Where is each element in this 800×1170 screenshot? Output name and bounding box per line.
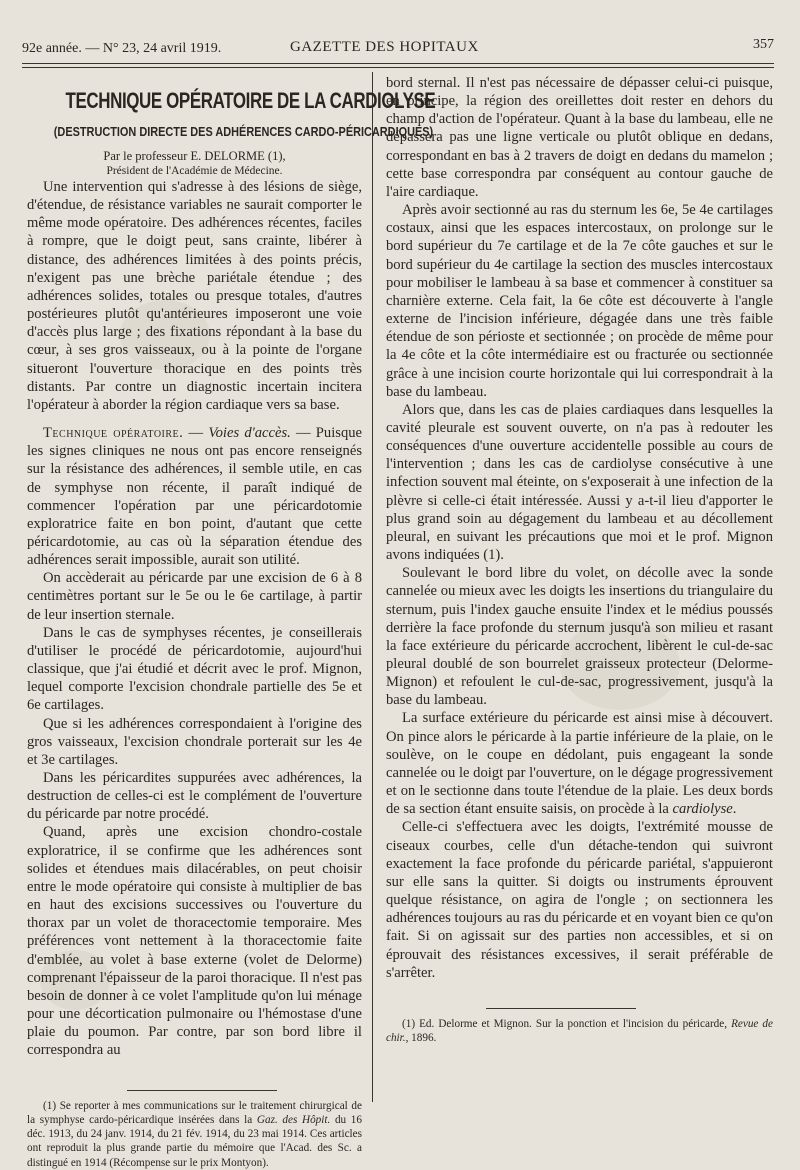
left-column (27, 80, 436, 1170)
issue-info: 92e année. — N° 23, 24 avril 1919. (22, 41, 222, 56)
paragraph: Alors que, dans les cas de plaies cardiaques dans lesquelles la cavité pleurale est souvent ouverte, on n'a pas à redouter les conséquences d'une ouverture accidentelle possible au cours de l'intervention ; dans les cas de cardiolyse consécutive à une infection souvent mal éteinte, on s'exposerait à une infection de la plèvre si celle-ci était intéressée. Aussi y a-t-il lieu d'apporter le plus grand soin au dégagement du lambeau et au décollement pleural, en suivant les précautions que moi et le prof. Mignon avons indiquées (1). (386, 401, 773, 564)
paragraph: bord sternal. Il n'est pas nécessaire de dépasser celui-ci puisque, en principe, la région des oreillettes doit rester en dehors du champ d'action de l'opérateur. Quant à la base du lambeau, elle ne dépassera pas une ligne verticale ou plutôt oblique en dedans, correspondant en bas à 2 travers de doigt en dedans du mamelon ; cette base correspondra par conséquent au contour gauche de l'aire cardiaque. (386, 75, 773, 200)
paragraph: La surface extérieure du péricarde est ainsi mise à découvert. On pince alors le péricarde à la partie inférieure de la plaie, on le soulève, on le coupe en dédolant, puis engageant la sonde cannelée ou le doigt par l'ouverture, on le dégage progressivement et on le sectionne dans toute l'étendue de la plaie. Les deux bords de sa section étant ensuite saisis, on procède à la cardiolyse. (386, 710, 773, 818)
paragraph: Soulevant le bord libre du volet, on décolle avec la sonde cannelée ou mieux avec les doigts les insertions du triangulaire du sternum, puis l'index gauche ensuite l'index et le médius poussés derrière la face profonde du sternum jusqu'à son milieu et rasant la face extérieure du péricarde accrochent, libèrent le cul-de-sac pleural doublé de son bourrelet graisseux protecteur (Delorme-Mignon) et refoulent le cul-de-sac, progressivement, jusqu'à la base du lambeau. (386, 565, 773, 709)
footnote-rule (127, 1090, 277, 1091)
paragraph: Dans les péricardites suppurées avec adhérences, la destruction de celles-ci est le complément de l'ouverture du péricarde par notre procédé. (27, 770, 362, 823)
section-heading: Technique opératoire. (43, 425, 184, 442)
article-title: TECHNIQUE OPÉRATOIRE DE LA CARDIOLYSE (65, 88, 436, 113)
paragraph: Une intervention qui s'adresse à des lésions de siège, d'étendue, de résistance variables ne saurait comporter le même mode opératoire. Des adhérences récentes, faciles à rompre, que le doigt peut, sans crainte, libérer à distance, des adhérences limitées à des points précis, n'exigent pas une brèche pariétale étendue ; des adhérences solides, totales ou presque totales, d'autres postérieures plutôt qu'antérieures imposeront une voie d'accès plus large ; des fixations répondant à la base du cœur, à ses gros vaisseaux, ou à la pointe de l'organe situeront l'ouverture thoracique en des points très distants. Par contre un diagnostic incertain incitera l'opérateur à aborder la région cardiaque vers sa base. (27, 179, 362, 413)
footnote: (1) Se reporter à mes communications sur le traitement chirurgical de la symphyse cardo-péricardique insérées dans la Gaz. des Hôpit. du 16 déc. 1913, du 24 janv. 1914, du 21 fév. 1914, du 23 mai 1914. Ces articles ont reproduit la plus grande partie du mémoire que l'Acad. des Sc. a distingué en 1914 (Récompense sur le prix Montyon). (27, 1099, 362, 1169)
page-header (22, 36, 774, 58)
header-rule (22, 63, 774, 64)
column-divider (372, 72, 373, 1102)
paragraph: Que si les adhérences correspondaient à l'origine des gros vaisseaux, l'excision chondrale porterait sur les 4e et 3e cartilages. (27, 715, 362, 768)
author-affiliation: Président de l'Académie de Médecine. (106, 165, 283, 177)
paragraph-text: — Puisque les signes cliniques ne nous ont pas encore renseignés sur la résistance des adhérences, il semble utile, en cas de symphyse non récente, il paraît indiqué de commencer l'opération par une péricardotomie exploratrice faite en bon point, d'autant que cette péricardotomie, au cas où la séparation étendue des adhérences serait impossible, aurait son utilité. (27, 425, 363, 569)
technique-paragraph: Technique opératoire. — Voies d'accès. — Puisque les signes cliniques ne nous ont pas encore renseignés sur la résistance des adhérences, il semble utile, en cas de symphyse non récente, il paraît indiqué de commencer l'opération par une péricardotomie exploratrice faite en bon point, d'autant que cette péricardotomie, au cas où la séparation étendue des adhérences serait impossible, aurait son utilité. (27, 425, 363, 569)
emphasis-term: cardiolyse (672, 801, 733, 818)
paragraph: Dans le cas de symphyses récentes, je conseillerais d'utiliser le procédé de péricardotomie, aujourd'hui classique, que j'ai étudié et décrit avec le prof. Mignon, lequel comporte l'excision chondrale partielle des 5e et 6e cartilages. (27, 624, 362, 714)
journal-name: GAZETTE DES HOPITAUX (290, 39, 479, 55)
header-rule (22, 67, 774, 68)
paragraph: On accèderait au péricarde par une excision de 6 à 8 centimètres portant sur le 5e ou le 6e cartilage, à partir de leur insertion sternale. (27, 570, 362, 623)
right-column (386, 74, 773, 1045)
article-subtitle: (DESTRUCTION DIRECTE DES ADHÉRENCES CARDO-PÉRICARDIQUES) (53, 124, 434, 139)
footnote: (1) Ed. Delorme et Mignon. Sur la ponction et l'incision du péricarde, Revue de chir., 1896. (386, 1017, 773, 1045)
page-number: 357 (753, 37, 774, 52)
paragraph: Celle-ci s'effectuera avec les doigts, l'extrémité mousse de ciseaux courbes, celle d'un détache-tendon qui suivront exactement la face profonde du péricarde pariétal, s'appuieront sur elle sans la quitter. Si doigts ou instruments éprouvent quelque résistance, on agira de l'ongle ; on sectionnera les adhérences toujours au ras du péricarde et en voyant bien ce qu'on fait. Si on agissait sur des parties non accessibles, et si on éprouvait des résistances excessives, il serait préférable de s'arrêter. (386, 819, 773, 981)
section-subheading: Voies d'accès. (208, 425, 291, 442)
author-byline: Par le professeur E. DELORME (1), (103, 149, 286, 163)
paragraph: Quand, après une excision chondro-costale exploratrice, il se confirme que les adhérences sont solides et étendues mais dilacérables, on peut choisir entre le mode opératoire qui consiste à multiplier de bas en haut des excisions successives ou l'ouverture du thorax par un volet de thoracectomie temporaire. Mes préférences vont nettement à la thoracectomie faite d'emblée, au volet à base externe (volet de Delorme) comprenant l'épaisseur de la paroi thoracique. Il n'est pas besoin de donner à ce volet l'amplitude qu'on lui ménage pour une décortication pulmonaire ou l'hémostase d'une plaie du poumon. Par contre, par son bord libre il correspondra au (27, 824, 362, 1059)
footnote-rule (486, 1008, 636, 1009)
paragraph: Après avoir sectionné au ras du sternum les 6e, 5e 4e cartilages costaux, ainsi que les espaces intercostaux, on prolonge sur le bord supérieur du 7e cartilage et de la 7e côte gauches et sur le bord supérieur du 4e cartilage la section des muscles intercostaux pour mobiliser le lambeau à sa base et commencer à constituer sa charnière externe. Cela fait, la 6e côte est découverte à l'angle externe de l'incision inférieure, dégagée dans une très faible étendue de son périoste et sectionnée ; on procède de même pour la 4e côte et la côte intermédiaire est ou fracturée ou sectionnée grâce à une incision courte horizontale qui lui correspondrait à la base du lambeau. (386, 202, 773, 400)
